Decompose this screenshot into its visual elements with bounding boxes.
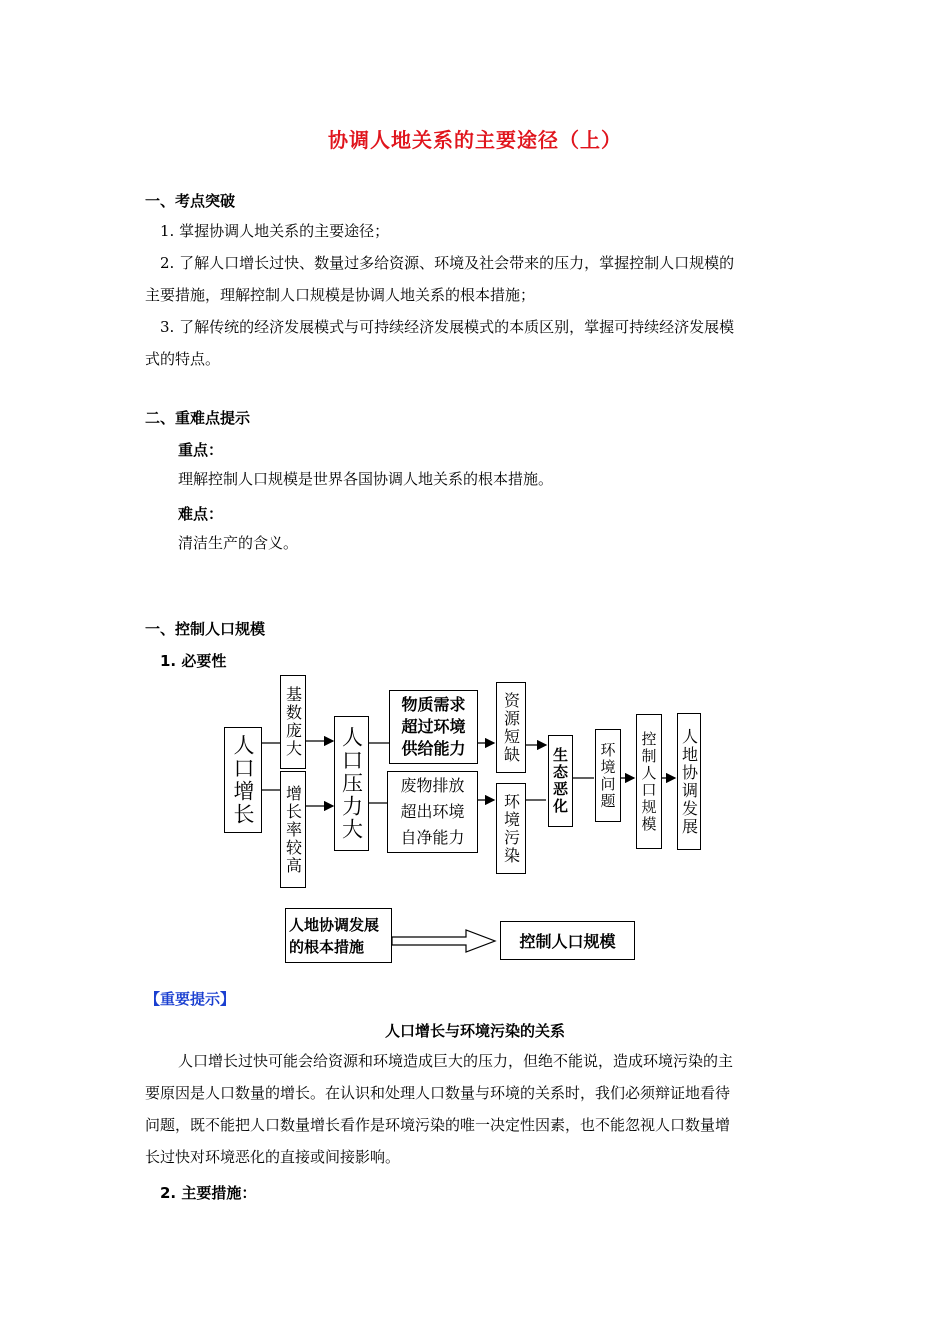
- material-demand-line2: 超过环境: [401, 717, 466, 736]
- fundamental-measure-line1: 人地协调发展: [289, 915, 380, 934]
- box-material-demand: [389, 690, 478, 764]
- box-environmental-problems: 环境问题: [595, 729, 621, 822]
- tip-paragraph-line-4: 长过快对环境恶化的直接或间接影响。: [145, 1148, 401, 1166]
- box-resource-shortage: 资源短缺: [496, 682, 526, 773]
- point-item-3-cont: 式的特点。: [145, 350, 221, 368]
- point-item-2-cont: 主要措施，理解控制人口规模是协调人地关系的根本措施；: [145, 286, 536, 304]
- waste-discharge-line1: 废物排放: [400, 776, 465, 795]
- subheading-main-measures: 2. 主要措施：: [160, 1184, 257, 1202]
- point-item-2: 2. 了解人口增长过快、数量过多给资源、环境及社会带来的压力，掌握控制人口规模的: [160, 254, 735, 272]
- section-heading-exam-points: 一、考点突破: [145, 192, 236, 210]
- key-point-text: 理解控制人口规模是世界各国协调人地关系的根本措施。: [178, 470, 554, 488]
- tip-paragraph-line-2: 要原因是人口数量的增长。在认识和处理人口数量与环境的关系时，我们必须辩证地看待: [145, 1084, 731, 1102]
- difficult-point-label: 难点：: [178, 505, 224, 523]
- box-high-growth-rate: 增长率较高: [280, 771, 306, 888]
- section-heading-control-population: 一、控制人口规模: [145, 620, 266, 638]
- point-item-3: 3. 了解传统的经济发展模式与可持续经济发展模式的本质区别，掌握可持续经济发展模: [160, 318, 735, 336]
- material-demand-line1: 物质需求: [401, 695, 466, 714]
- box-control-population-conclusion: 控制人口规模: [500, 921, 635, 960]
- box-fundamental-measure: [285, 908, 392, 963]
- difficult-point-text: 清洁生产的含义。: [178, 534, 299, 552]
- box-control-population-scale: 控制人口规模: [636, 714, 662, 849]
- material-demand-line3: 供给能力: [401, 739, 466, 758]
- tip-heading: 人口增长与环境污染的关系: [384, 1022, 565, 1040]
- key-point-label: 重点：: [178, 441, 224, 459]
- box-population-pressure: 人口压力大: [334, 716, 369, 851]
- point-item-1: 1. 掌握协调人地关系的主要途径；: [160, 222, 390, 240]
- waste-discharge-line2: 超出环境: [400, 802, 465, 821]
- waste-discharge-line3: 自净能力: [400, 828, 465, 847]
- box-large-base: 基数庞大: [280, 675, 306, 769]
- box-environmental-pollution: 环境污染: [496, 783, 526, 874]
- section-heading-key-difficult: 二、重难点提示: [145, 409, 251, 427]
- box-population-growth: 人口增长: [224, 727, 262, 833]
- box-waste-discharge: [387, 771, 478, 853]
- tip-paragraph-line-3: 问题，既不能把人口数量增长看作是环境污染的唯一决定性因素，也不能忽视人口数量增: [145, 1116, 731, 1134]
- fundamental-measure-line2: 的根本措施: [289, 937, 365, 956]
- box-ecological-deterioration: 生态恶化: [548, 735, 573, 827]
- tip-paragraph-line-1: 人口增长过快可能会给资源和环境造成巨大的压力，但绝不能说，造成环境污染的主: [178, 1052, 734, 1070]
- important-tip-label: 【重要提示】: [145, 990, 236, 1008]
- box-harmonious-development: 人地协调发展: [677, 713, 701, 850]
- page-title: 协调人地关系的主要途径（上）: [328, 128, 622, 152]
- subheading-necessity: 1. 必要性: [160, 652, 227, 670]
